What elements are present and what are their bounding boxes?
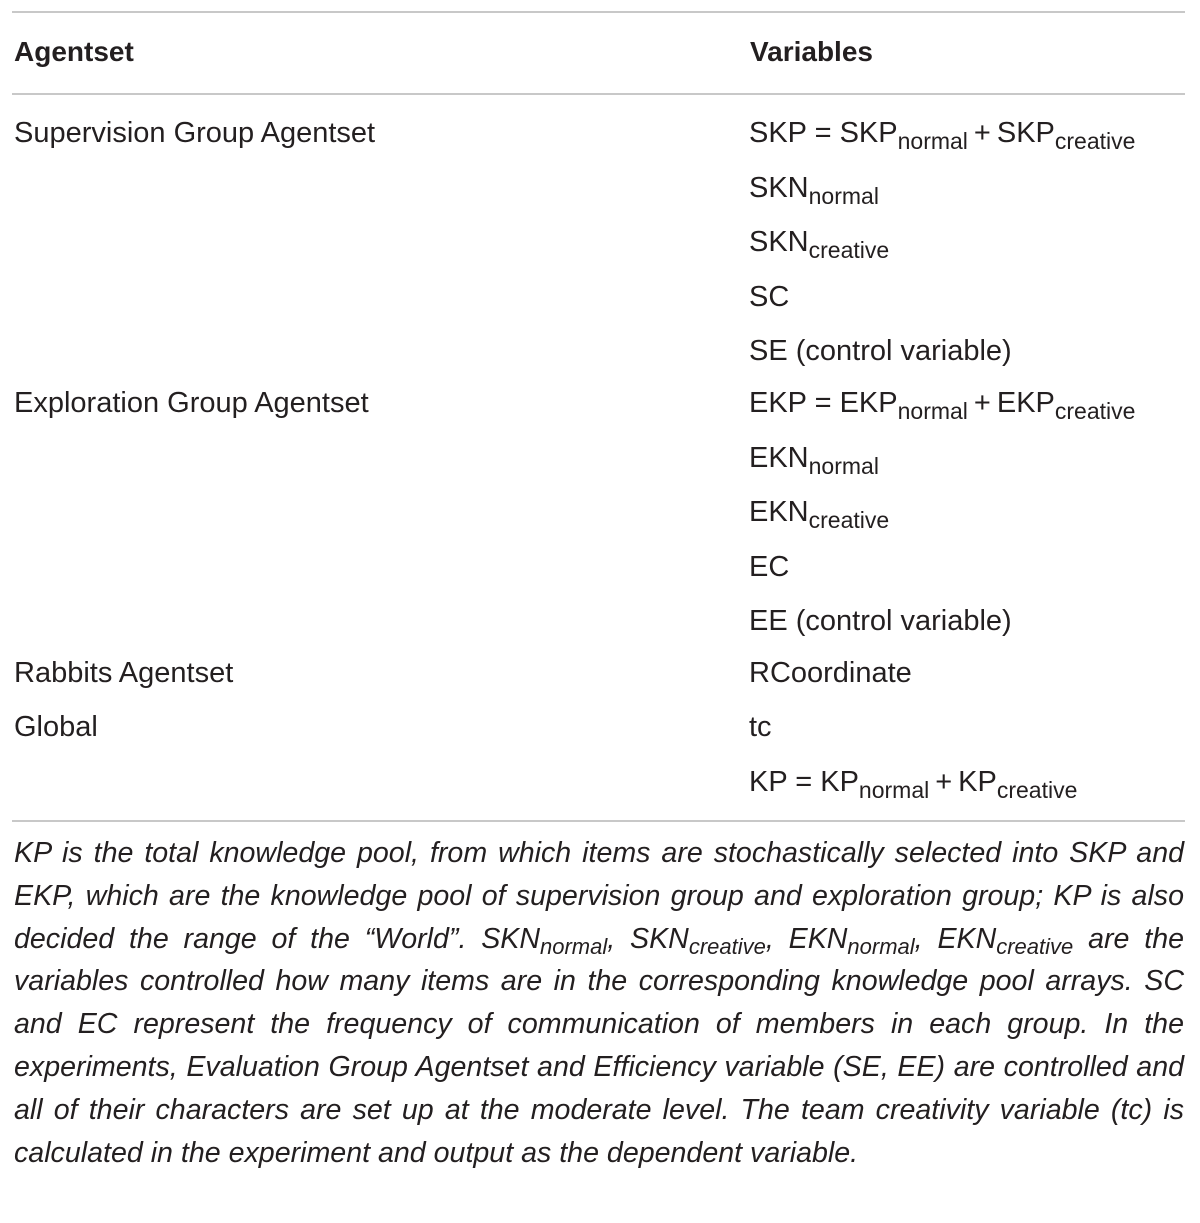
variable-se: SE (control variable) — [749, 335, 1012, 367]
variable-ekp: EKP = $EKP_{normal} + EKP_{creative}$ — [749, 387, 1136, 424]
variable-rcoordinate: RCoordinate — [749, 657, 912, 689]
variable-tc: tc — [749, 711, 772, 743]
variable-list — [749, 113, 1135, 386]
agentset-name: Supervision Group Agentset — [14, 117, 376, 149]
variable-skn-creative: $SKN_{creative}$ — [749, 226, 890, 263]
variable-ekn-creative: $EKN_{creative}$ — [749, 496, 890, 533]
table-header — [0, 33, 1200, 73]
table-footnote: KP is the total knowledge pool, from which items are stochastically selected into SKP and EKP, which are the knowledge pool of supervision group and exploration group; KP is also decided the range of the “World”. $SKN_{normal}$, $SKN_{creative}$, $EKN_{normal}$, $EKN_{creative}$ are the variables controlled how many items are in the corresponding knowledge pool arrays. SC and EC represent the frequency of communication of members in each group. In the experiments, Evaluation Group Agentset and Efficiency variable (SE, EE) are controlled and all of their characters are set up at the moderate level. The team creativity variable (tc) is calculated in the experiment and output as the dependent variable. — [14, 837, 1184, 1169]
variable-kp: KP = $KP_{normal} + KP_{creative}$ — [749, 765, 1078, 803]
variable-list — [749, 383, 1135, 656]
table-top-rule — [12, 11, 1185, 13]
variable-sc: SC — [749, 280, 790, 313]
variable-skn-normal: $SKN_{normal}$ — [749, 171, 879, 209]
variable-list — [749, 653, 912, 708]
agentset-name: Rabbits Agentset — [14, 657, 234, 689]
column-header-variables: Variables — [750, 36, 873, 67]
table-bottom-rule — [12, 820, 1185, 822]
variable-ekn-normal: $EKN_{normal}$ — [749, 441, 879, 479]
table-header-rule — [12, 93, 1185, 95]
variable-list — [749, 707, 1077, 816]
variable-ec: EC — [749, 550, 790, 583]
variable-skp: SKP = $SKP_{normal} + SKP_{creative}$ — [749, 117, 1136, 154]
agentset-name: Exploration Group Agentset — [14, 387, 369, 419]
agentset-name: Global — [14, 711, 98, 743]
variable-ee: EE (control variable) — [749, 605, 1012, 637]
column-header-agentset: Agentset — [14, 36, 134, 67]
